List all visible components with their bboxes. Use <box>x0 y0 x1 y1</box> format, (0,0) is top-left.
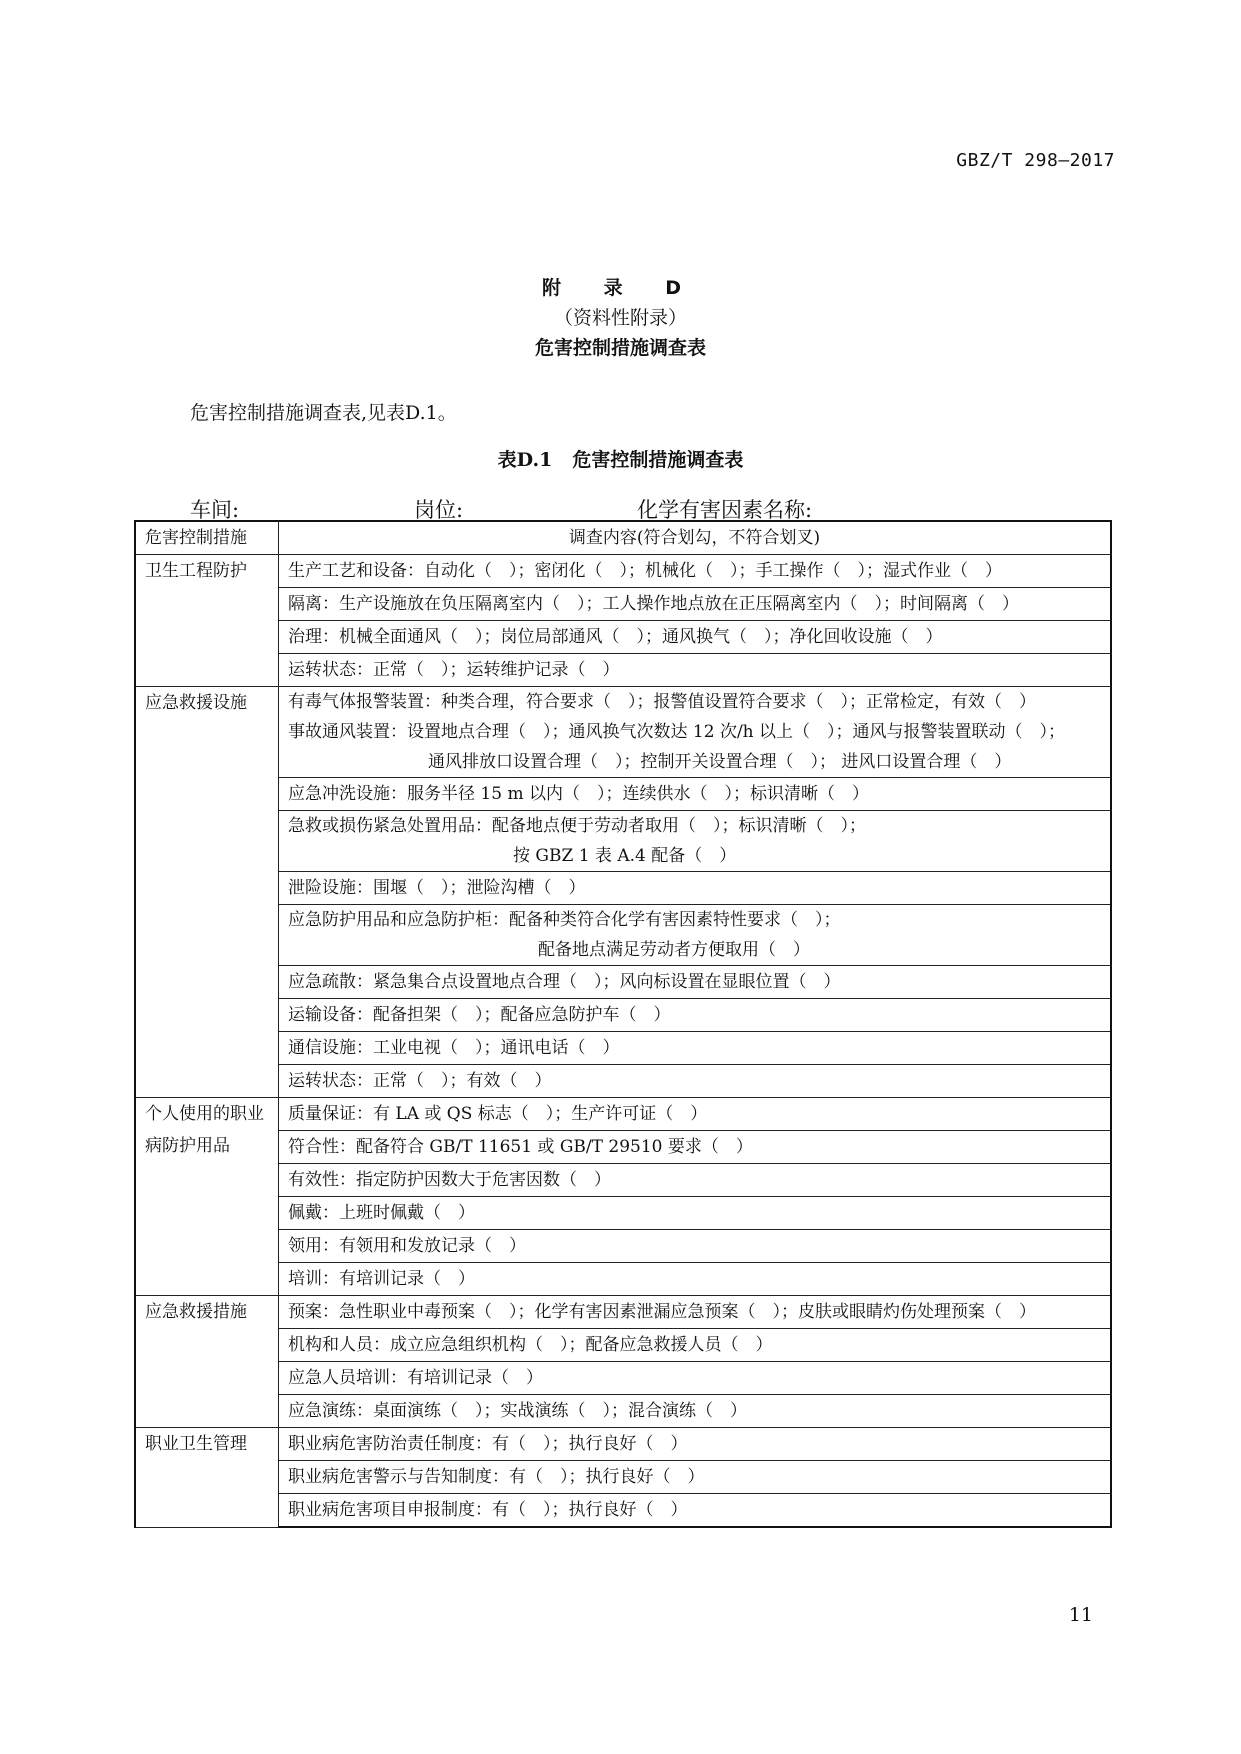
item-cell: 培训：有培训记录（ ） <box>279 1263 1112 1296</box>
table-number: 表D.1 <box>497 449 553 471</box>
table-row <box>135 1329 1111 1362</box>
table-row <box>135 555 1111 588</box>
table-row <box>135 1197 1111 1230</box>
table-row <box>135 1296 1111 1329</box>
item-cell: 职业病危害项目申报制度：有（ ）；执行良好（ ） <box>279 1494 1112 1528</box>
item-cell: 预案：急性职业中毒预案（ ）；化学有害因素泄漏应急预案（ ）；皮肤或眼睛灼伤处理预案（ ） <box>279 1296 1112 1329</box>
item-cell <box>279 905 1112 966</box>
table-row <box>135 1230 1111 1263</box>
item-cell: 有效性：指定防护因数大于危害因数（ ） <box>279 1164 1112 1197</box>
item-cell: 质量保证：有 LA 或 QS 标志（ ）；生产许可证（ ） <box>279 1098 1112 1131</box>
item-line: 应急防护用品和应急防护柜：配备种类符合化学有害因素特性要求（ ）； <box>288 910 841 930</box>
item-cell: 生产工艺和设备：自动化（ ）；密闭化（ ）；机械化（ ）；手工操作（ ）；湿式作业（ ） <box>279 555 1112 588</box>
workshop-label: 车间: <box>190 498 240 522</box>
table-title: 危害控制措施调查表 <box>572 449 744 471</box>
item-line: 按 GBZ 1 表 A.4 配备（ ） <box>513 846 737 866</box>
standard-code: GBZ/T 298—2017 <box>956 150 1115 171</box>
table-row <box>135 1131 1111 1164</box>
table-row <box>135 966 1111 999</box>
page-number: 11 <box>1068 1604 1093 1626</box>
appendix-type: （资料性附录） <box>553 307 687 329</box>
table-header-row <box>135 521 1111 555</box>
appendix-title: 危害控制措施调查表 <box>534 337 706 359</box>
table-row <box>135 1362 1111 1395</box>
post-label: 岗位: <box>414 498 464 522</box>
table-caption <box>0 445 1241 472</box>
table-row <box>135 872 1111 905</box>
appendix-label: 附 录 D <box>541 277 699 299</box>
table-row <box>135 1065 1111 1098</box>
item-cell: 运转状态：正常（ ）；运转维护记录（ ） <box>279 654 1112 687</box>
intro-paragraph: 危害控制措施调查表,见表D.1。 <box>190 402 457 424</box>
item-cell: 应急疏散：紧急集合点设置地点合理（ ）；风向标设置在显眼位置（ ） <box>279 966 1112 999</box>
header-measures: 危害控制措施 <box>135 521 279 555</box>
table-row <box>135 687 1111 778</box>
table-row <box>135 1263 1111 1296</box>
table-row <box>135 1098 1111 1131</box>
item-line: 配备地点满足劳动者方便取用（ ） <box>538 940 810 960</box>
item-cell: 符合性：配备符合 GB/T 11651 或 GB/T 29510 要求（ ） <box>279 1131 1112 1164</box>
item-line: 有毒气体报警装置：种类合理，符合要求（ ）；报警值设置符合要求（ ）；正常检定，有效（ ） <box>288 692 1036 712</box>
item-cell: 职业病危害防治责任制度：有（ ）；执行良好（ ） <box>279 1428 1112 1461</box>
item-cell: 应急演练：桌面演练（ ）；实战演练（ ）；混合演练（ ） <box>279 1395 1112 1428</box>
item-cell: 机构和人员：成立应急组织机构（ ）；配备应急救援人员（ ） <box>279 1329 1112 1362</box>
table-row <box>135 778 1111 811</box>
table-row <box>135 654 1111 687</box>
item-line: 通风排放口设置合理（ ）；控制开关设置合理（ ）； 进风口设置合理（ ） <box>428 752 1012 772</box>
header-content: 调查内容(符合划勾，不符合划叉) <box>279 521 1112 555</box>
item-cell: 治理：机械全面通风（ ）；岗位局部通风（ ）；通风换气（ ）；净化回收设施（ ） <box>279 621 1112 654</box>
item-cell <box>279 687 1112 778</box>
item-cell: 运输设备：配备担架（ ）；配备应急防护车（ ） <box>279 999 1112 1032</box>
chemical-label: 化学有害因素名称: <box>637 498 813 522</box>
table-row <box>135 999 1111 1032</box>
item-cell: 隔离：生产设施放在负压隔离室内（ ）；工人操作地点放在正压隔离室内（ ）；时间隔离（ ） <box>279 588 1112 621</box>
item-cell: 通信设施：工业电视（ ）；通讯电话（ ） <box>279 1032 1112 1065</box>
table-row <box>135 1032 1111 1065</box>
item-cell: 佩戴：上班时佩戴（ ） <box>279 1197 1112 1230</box>
category-cell: 应急救援措施 <box>135 1296 279 1428</box>
table-row <box>135 1494 1111 1528</box>
table-row <box>135 621 1111 654</box>
table-row <box>135 905 1111 966</box>
category-cell: 个人使用的职业病防护用品 <box>135 1098 279 1296</box>
item-cell <box>279 811 1112 872</box>
item-cell: 运转状态：正常（ ）；有效（ ） <box>279 1065 1112 1098</box>
item-cell: 领用：有领用和发放记录（ ） <box>279 1230 1112 1263</box>
item-cell: 泄险设施：围堰（ ）；泄险沟槽（ ） <box>279 872 1112 905</box>
table-row <box>135 811 1111 872</box>
category-cell: 职业卫生管理 <box>135 1428 279 1528</box>
item-cell: 应急人员培训：有培训记录（ ） <box>279 1362 1112 1395</box>
table-row <box>135 1395 1111 1428</box>
table-row <box>135 1164 1111 1197</box>
survey-table <box>134 520 1112 1528</box>
category-cell: 卫生工程防护 <box>135 555 279 687</box>
item-line: 急救或损伤紧急处置用品：配备地点便于劳动者取用（ ）；标识清晰（ ）； <box>288 816 866 836</box>
table-row <box>135 588 1111 621</box>
category-cell: 应急救援设施 <box>135 687 279 1098</box>
item-cell: 应急冲洗设施：服务半径 15 m 以内（ ）；连续供水（ ）；标识清晰（ ） <box>279 778 1112 811</box>
item-line: 事故通风装置：设置地点合理（ ）；通风换气次数达 12 次/h 以上（ ）；通风与报警装置联动（ ）； <box>288 722 1066 742</box>
table-row <box>135 1428 1111 1461</box>
item-cell: 职业病危害警示与告知制度：有（ ）；执行良好（ ） <box>279 1461 1112 1494</box>
table-row <box>135 1461 1111 1494</box>
